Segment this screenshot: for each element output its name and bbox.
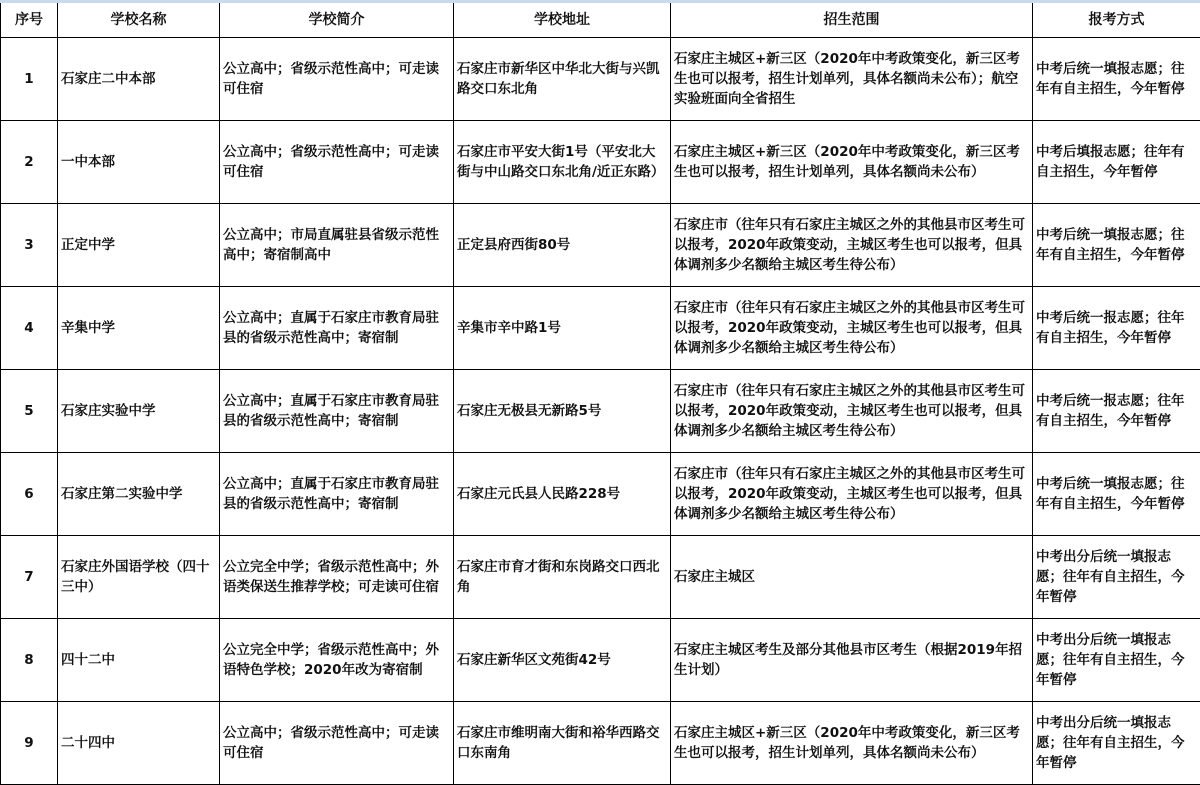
cell-col-school-name[interactable]: 石家庄第二实验中学 (58, 453, 220, 536)
table-row (1, 453, 1200, 536)
cell-col-enroll-scope[interactable]: 石家庄市（往年只有石家庄主城区之外的其他县市区考生可以报考，2020年政策变动，主城区考生也可以报考，但具体调剂多少名额给主城区考生待公布） (671, 370, 1033, 453)
cell-col-apply-method[interactable]: 中考后统一填报志愿；往年有自主招生，今年暂停 (1033, 204, 1200, 287)
cell-col-school-name[interactable]: 四十二中 (58, 619, 220, 702)
cell-col-enroll-scope[interactable]: 石家庄市（往年只有石家庄主城区之外的其他县市区考生可以报考，2020年政策变动，主城区考生也可以报考，但具体调剂多少名额给主城区考生待公布） (671, 204, 1033, 287)
cell-col-index[interactable]: 1 (1, 38, 58, 121)
header-row (1, 2, 1200, 38)
cell-col-school-intro[interactable]: 公立高中；直属于石家庄市教育局驻县的省级示范性高中；寄宿制 (220, 453, 454, 536)
cell-col-enroll-scope[interactable]: 石家庄主城区+新三区（2020年中考政策变化，新三区考生也可以报考，招生计划单列，具体名额尚未公布）；航空实验班面向全省招生 (671, 38, 1033, 121)
cell-col-school-address[interactable]: 石家庄市平安大街1号（平安北大街与中山路交口东北角/近正东路） (454, 121, 671, 204)
cell-col-school-intro[interactable]: 公立完全中学；省级示范性高中；外语类保送生推荐学校；可走读可住宿 (220, 536, 454, 619)
cell-col-school-name[interactable]: 辛集中学 (58, 287, 220, 370)
cell-col-index[interactable]: 4 (1, 287, 58, 370)
cell-col-school-intro[interactable]: 公立高中；省级示范性高中；可走读可住宿 (220, 38, 454, 121)
cell-col-enroll-scope[interactable]: 石家庄主城区 (671, 536, 1033, 619)
header-col-school-intro: 学校简介 (220, 2, 454, 38)
cell-col-enroll-scope[interactable]: 石家庄市（往年只有石家庄主城区之外的其他县市区考生可以报考，2020年政策变动，主城区考生也可以报考，但具体调剂多少名额给主城区考生待公布） (671, 453, 1033, 536)
cell-col-enroll-scope[interactable]: 石家庄主城区+新三区（2020年中考政策变化，新三区考生也可以报考，招生计划单列，具体名额尚未公布） (671, 121, 1033, 204)
cell-col-school-intro[interactable]: 公立高中；直属于石家庄市教育局驻县的省级示范性高中；寄宿制 (220, 287, 454, 370)
cell-col-school-intro[interactable]: 公立高中；省级示范性高中；可走读可住宿 (220, 702, 454, 785)
cell-col-enroll-scope[interactable]: 石家庄市（往年只有石家庄主城区之外的其他县市区考生可以报考，2020年政策变动，主城区考生也可以报考，但具体调剂多少名额给主城区考生待公布） (671, 287, 1033, 370)
cell-col-school-name[interactable]: 石家庄二中本部 (58, 38, 220, 121)
cell-col-apply-method[interactable]: 中考后统一填报志愿；往年有自主招生，今年暂停 (1033, 453, 1200, 536)
header-col-school-name: 学校名称 (58, 2, 220, 38)
cell-col-index[interactable]: 6 (1, 453, 58, 536)
cell-col-apply-method[interactable]: 中考后统一报志愿；往年有自主招生，今年暂停 (1033, 370, 1200, 453)
cell-col-school-address[interactable]: 辛集市辛中路1号 (454, 287, 671, 370)
table-row (1, 702, 1200, 785)
table-row (1, 38, 1200, 121)
cell-col-school-address[interactable]: 石家庄市新华区中华北大街与兴凯路交口东北角 (454, 38, 671, 121)
cell-col-index[interactable]: 9 (1, 702, 58, 785)
cell-col-apply-method[interactable]: 中考后统一填报志愿；往年有自主招生，今年暂停 (1033, 38, 1200, 121)
cell-col-apply-method[interactable]: 中考后统一报志愿；往年有自主招生，今年暂停 (1033, 287, 1200, 370)
cell-col-school-intro[interactable]: 公立高中；直属于石家庄市教育局驻县的省级示范性高中；寄宿制 (220, 370, 454, 453)
cell-col-school-intro[interactable]: 公立完全中学；省级示范性高中；外语特色学校；2020年改为寄宿制 (220, 619, 454, 702)
cell-col-school-name[interactable]: 正定中学 (58, 204, 220, 287)
cell-col-enroll-scope[interactable]: 石家庄主城区+新三区（2020年中考政策变化，新三区考生也可以报考，招生计划单列，具体名额尚未公布） (671, 702, 1033, 785)
cell-col-index[interactable]: 8 (1, 619, 58, 702)
cell-col-school-address[interactable]: 正定县府西街80号 (454, 204, 671, 287)
table-row (1, 287, 1200, 370)
cell-col-index[interactable]: 5 (1, 370, 58, 453)
cell-col-school-intro[interactable]: 公立高中；省级示范性高中；可走读可住宿 (220, 121, 454, 204)
cell-col-school-address[interactable]: 石家庄市育才街和东岗路交口西北角 (454, 536, 671, 619)
header-col-index: 序号 (1, 2, 58, 38)
cell-col-enroll-scope[interactable]: 石家庄主城区考生及部分其他县市区考生（根据2019年招生计划） (671, 619, 1033, 702)
cell-col-apply-method[interactable]: 中考后填报志愿；往年有自主招生，今年暂停 (1033, 121, 1200, 204)
cell-col-apply-method[interactable]: 中考出分后统一填报志愿；往年有自主招生，今年暂停 (1033, 619, 1200, 702)
header-col-school-address: 学校地址 (454, 2, 671, 38)
cell-col-school-address[interactable]: 石家庄市维明南大街和裕华西路交口东南角 (454, 702, 671, 785)
cell-col-school-name[interactable]: 一中本部 (58, 121, 220, 204)
cell-col-index[interactable]: 2 (1, 121, 58, 204)
cell-col-school-name[interactable]: 二十四中 (58, 702, 220, 785)
cell-col-index[interactable]: 7 (1, 536, 58, 619)
table-row (1, 370, 1200, 453)
cell-col-school-address[interactable]: 石家庄新华区文苑街42号 (454, 619, 671, 702)
cell-col-apply-method[interactable]: 中考出分后统一填报志愿；往年有自主招生，今年暂停 (1033, 536, 1200, 619)
table-row (1, 619, 1200, 702)
cell-col-school-name[interactable]: 石家庄外国语学校（四十三中） (58, 536, 220, 619)
table-row (1, 536, 1200, 619)
cell-col-school-address[interactable]: 石家庄元氏县人民路228号 (454, 453, 671, 536)
cell-col-apply-method[interactable]: 中考出分后统一填报志愿；往年有自主招生，今年暂停 (1033, 702, 1200, 785)
cell-col-school-intro[interactable]: 公立高中；市局直属驻县省级示范性高中；寄宿制高中 (220, 204, 454, 287)
header-col-enroll-scope: 招生范围 (671, 2, 1033, 38)
table-row (1, 121, 1200, 204)
header-col-apply-method: 报考方式 (1033, 2, 1200, 38)
table-row (1, 204, 1200, 287)
cell-col-index[interactable]: 3 (1, 204, 58, 287)
cell-col-school-name[interactable]: 石家庄实验中学 (58, 370, 220, 453)
cell-col-school-address[interactable]: 石家庄无极县无新路5号 (454, 370, 671, 453)
